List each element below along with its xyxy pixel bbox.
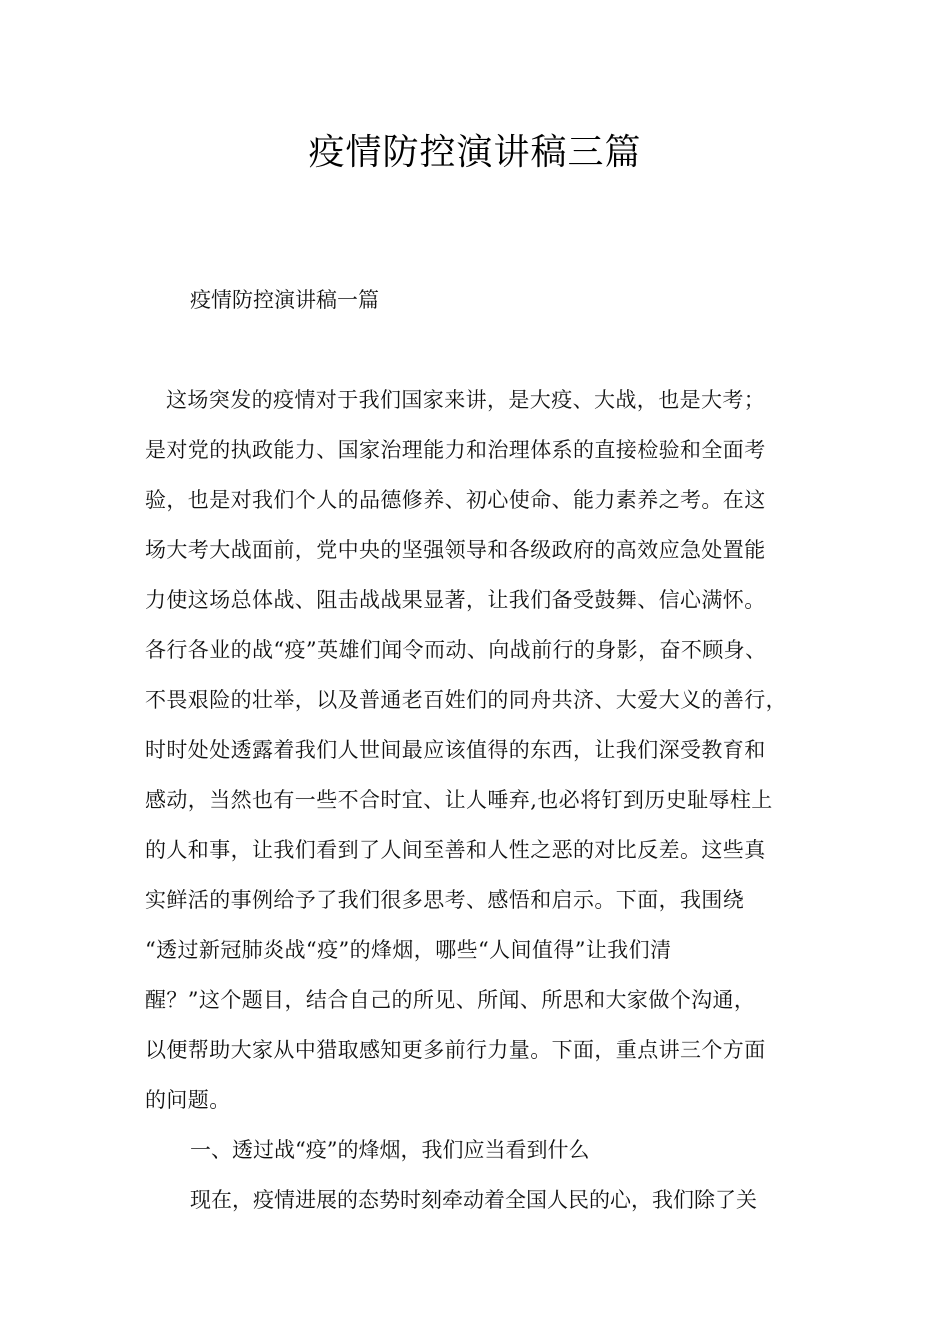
paragraph-line: 是对党的执政能力、国家治理能力和治理体系的直接检验和全面考: [145, 438, 766, 462]
paragraph-line: 力使这场总体战、阻击战战果显著，让我们备受鼓舞、信心满怀。: [145, 588, 766, 612]
paragraph-line: 实鲜活的事例给予了我们很多思考、感悟和启示。下面，我围绕: [145, 888, 745, 912]
paragraph-line: 各行各业的战“疫”英雄们闻令而动、向战前行的身影，奋不顾身、: [145, 638, 767, 662]
paragraph-line: 以便帮助大家从中猎取感知更多前行力量。下面，重点讲三个方面: [145, 1038, 766, 1062]
document-title: 疫情防控演讲稿三篇: [308, 132, 642, 173]
paragraph-line: 不畏艰险的壮举，以及普通老百姓们的同舟共济、大爱大义的善行，: [145, 688, 787, 712]
section-title: 疫情防控演讲稿一篇: [190, 288, 379, 312]
paragraph-line: 感动，当然也有一些不合时宜、让人唾弃,也必将钉到历史耻辱柱上: [145, 788, 773, 812]
paragraph-line: 醒？”这个题目，结合自己的所见、所闻、所思和大家做个沟通，: [145, 988, 756, 1012]
paragraph-line: “透过新冠肺炎战“疫”的烽烟，哪些“人间值得”让我们清: [145, 938, 672, 962]
paragraph-line: 时时处处透露着我们人世间最应该值得的东西，让我们深受教育和: [145, 738, 766, 762]
paragraph-line: 现在，疫情进展的态势时刻牵动着全国人民的心，我们除了关: [190, 1188, 757, 1212]
paragraph-line: 验，也是对我们个人的品德修养、初心使命、能力素养之考。在这: [145, 488, 766, 512]
paragraph-line: 这场突发的疫情对于我们国家来讲，是大疫、大战，也是大考；: [166, 388, 766, 412]
section-heading: 一、透过战“疫”的烽烟，我们应当看到什么: [190, 1138, 590, 1162]
paragraph-line: 的人和事，让我们看到了人间至善和人性之恶的对比反差。这些真: [145, 838, 766, 862]
paragraph-line: 的问题。: [145, 1088, 231, 1112]
paragraph-line: 场大考大战面前，党中央的坚强领导和各级政府的高效应急处置能: [145, 538, 766, 562]
